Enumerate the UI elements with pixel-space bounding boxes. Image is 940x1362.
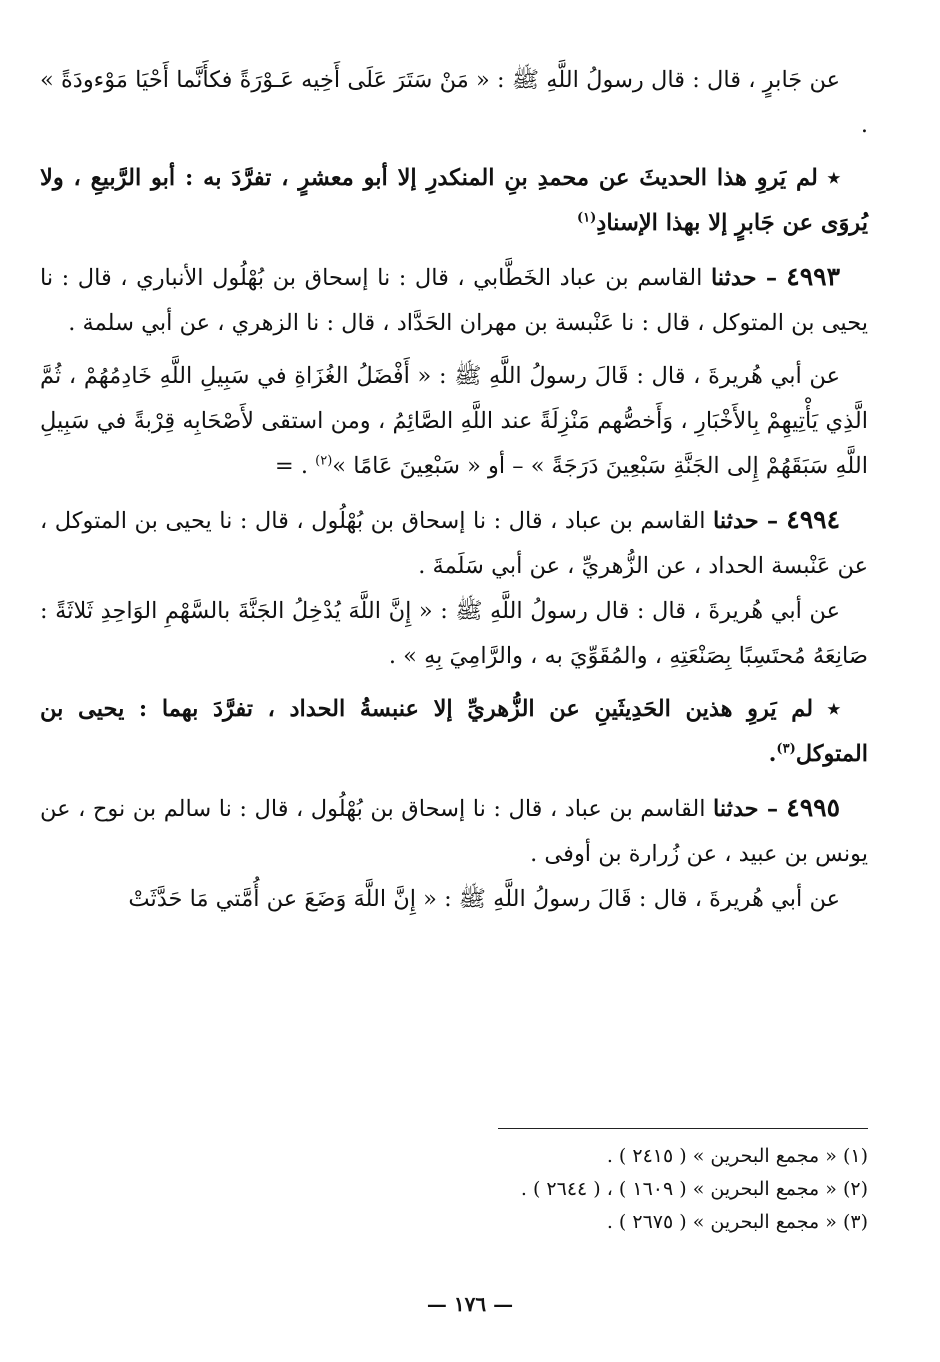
star-marker-icon: ٭ xyxy=(827,696,840,722)
footnote-1: (١) « مجمع البحرين » ( ٢٤١٥ ) . xyxy=(606,1145,868,1167)
matn-text: عن أبي هُريرةَ ، قال : قَالَ رسولُ اللَّهِ ﷺ : « إِنَّ اللَّهَ وَضَعَ عن أُمَّتي مَا حَدَّثَتْ xyxy=(128,886,840,912)
matn-text: عن أبي هُريرةَ ، قال : قال رسولُ اللَّهِ ﷺ : « إِنَّ اللَّهَ يُدْخِلُ الجَنَّةَ بالسَّهْمِ الوَاحِدِ ثَلاثَةً : صَانِعَهُ مُحتَسِبًا بِصَنْعَتِهِ ، والمُقَوِّيَ به ، والرَّامِيَ بِهِ » . xyxy=(40,598,868,669)
hadith-isnad-4995: ٤٩٩٥ – حدثنا القاسم بن عباد ، قال : نا إسحاق بن بُهْلُول ، قال : نا سالم بن نوح ، عن يونس بن عبيد ، عن زُرارة بن أوفى . xyxy=(40,793,868,867)
paragraph-text: عن جَابرٍ ، قال : قال رسولُ اللَّهِ ﷺ : « مَنْ سَتَرَ عَلَى أَخِيه عَـوْرَةً فكأَنَّما أَحْيَا مَوْءودَةً » . xyxy=(40,67,868,138)
hadith-matn-4995 xyxy=(40,877,868,922)
footnote-2: (٢) « مجمع البحرين » ( ١٦٠٩ ) ، ( ٢٦٤٤ ) . xyxy=(520,1178,868,1200)
hadith-matn-4993: عن أبي هُريرةَ ، قال : قَالَ رسولُ اللَّهِ ﷺ : « أَفْضَلُ الغُزَاةِ في سَبِيلِ اللَّهِ خَادِمُهُمْ ، ثُمَّ الَّذِي يَأْتِيهِمْ بِالأَخْبَارِ ، وَأَخصُّهم مَنْزِلَةً عند اللَّهِ الصَّائِمُ ، ومن استقى لأَصْحَابِه قِرْبةً في سَبِيلِ اللَّهِ سَبَقَهُمْ إِلى الجَنَّةِ سَبْعِينَ دَرَجَةً » – أو « سَبْعِينَ عَامًا »$^{(٢)}$ . = xyxy=(40,363,868,479)
isnad-lead: حدثنا xyxy=(713,508,759,534)
footnote-ref-3[interactable]: (٣) xyxy=(776,741,796,757)
hadith-number: ٤٩٩٣ xyxy=(786,262,841,291)
hadith-matn-4994 xyxy=(40,589,868,679)
isnad-text: القاسم بن عباد ، قال : نا إسحاق بن بُهْلُول ، قال : نا سالم بن نوح ، عن يونس بن عبيد ، عن زُرارة بن أوفى . xyxy=(40,796,868,867)
matn-text: عن أبي هُريرةَ ، قال : قَالَ رسولُ اللَّهِ ﷺ : « أَفْضَلُ الغُزَاةِ في سَبِيلِ اللَّهِ خَادِمُهُمْ ، ثُمَّ الَّذِي يَأْتِيهِمْ بِالأَخْبَارِ ، وَأَخصُّهم مَنْزِلَةً عند اللَّهِ الصَّائِمُ ، ومن استقى لأَصْحَابِه قِرْبةً في سَبِيلِ اللَّهِ سَبَقَهُمْ إِلى الجَنَّةِ سَبْعِينَ دَرَجَةً » – أو « سَبْعِينَ عَامًا » xyxy=(40,363,868,479)
hadith-text-jabir xyxy=(40,58,868,148)
footnote-3: (٣) « مجمع البحرين » ( ٢٦٧٥ ) . xyxy=(606,1211,868,1233)
hadith-number: ٤٩٩٤ xyxy=(786,505,840,534)
main-text xyxy=(40,58,868,922)
commentary-note-2: ٭ لم يَروِ هذين الحَدِيثَينِ عن الزُّهريِّ إلا عنبسةُ الحداد ، تفرَّدَ بهما : يحيى بن المتوكل$^{(٣)}$. xyxy=(40,696,868,767)
page-number: — ١٧٦ — xyxy=(426,1292,514,1316)
commentary-text: لم يَروِ هذا الحديثَ عن محمدِ بنِ المنكدرِ إلا أبو معشرٍ ، تفرَّدَ به : أبو الرَّبيعِ ، ولا يُروَى عن جَابرٍ إلا بهذا الإسنادِ xyxy=(40,165,868,236)
footnote-ref-1[interactable]: (١) xyxy=(577,210,597,226)
isnad-text: القاسم بن عباد ، قال : نا إسحاق بن بُهْلُول ، قال : نا يحيى بن المتوكل ، عن عَنْبسة الحداد ، عن الزُّهريِّ ، عن أبي سَلَمةَ . xyxy=(40,508,868,579)
hadith-isnad-4993: ٤٩٩٣ – حدثنا القاسم بن عباد الخَطَّابي ، قال : نا إسحاق بن بُهْلُول الأنباري ، قال : نا يحيى بن المتوكل ، قال : نا عَنْبسة بن مهران الحَدَّاد ، قال : نا الزهري ، عن أبي سلمة . xyxy=(40,262,868,336)
star-marker-icon: ٭ xyxy=(827,165,840,191)
footnotes xyxy=(348,1140,868,1239)
isnad-lead: حدثنا xyxy=(710,265,757,291)
commentary-text: لم يَروِ هذين الحَدِيثَينِ عن الزُّهريِّ إلا عنبسةُ الحداد ، تفرَّدَ بهما : يحيى بن المتوكل xyxy=(40,696,868,767)
footnote-divider xyxy=(498,1128,868,1129)
isnad-lead: حدثنا xyxy=(712,796,759,822)
commentary-note-1 xyxy=(40,156,868,246)
footnote-ref-2[interactable]: (٢) xyxy=(315,453,333,469)
hadith-number: ٤٩٩٥ xyxy=(786,793,840,822)
hadith-isnad-4994: ٤٩٩٤ – حدثنا القاسم بن عباد ، قال : نا إسحاق بن بُهْلُول ، قال : نا يحيى بن المتوكل ، عن عَنْبسة الحداد ، عن الزُّهريِّ ، عن أبي سَلَمةَ . xyxy=(40,505,868,579)
isnad-text: القاسم بن عباد الخَطَّابي ، قال : نا إسحاق بن بُهْلُول الأنباري ، قال : نا يحيى بن المتوكل ، قال : نا عَنْبسة بن مهران الحَدَّاد ، قال : نا الزهري ، عن أبي سلمة . xyxy=(40,265,868,336)
